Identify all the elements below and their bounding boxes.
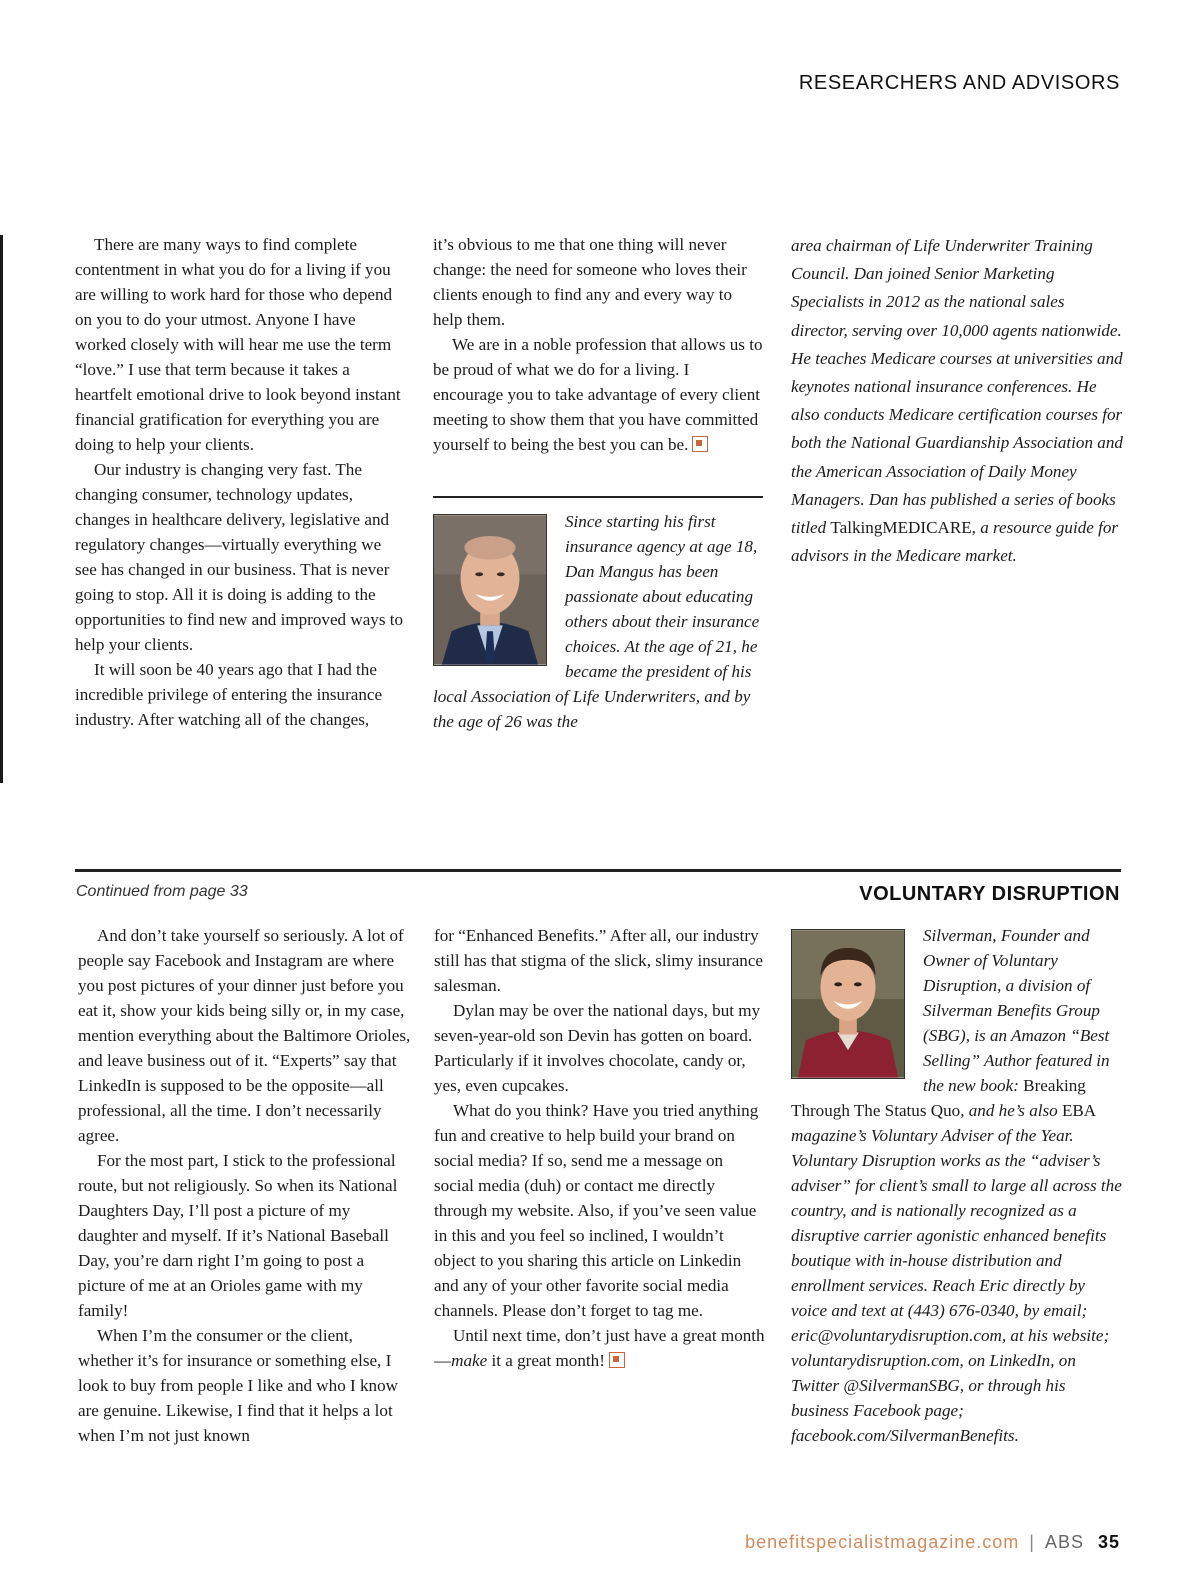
end-mark-icon [692, 436, 708, 452]
paragraph: And don’t take yourself so seriously. A lot of people say Facebook and Instagram are where you post pictures of your dinner just before you eat it, show your kids being silly or, in my case, mention everything about the Baltimore Orioles, and leave business out of it. “Experts” say that LinkedIn is supposed to be the opposite—all professional, all the time. I don’t necessarily agree. [78, 926, 411, 1145]
closing-text: it a great month! [487, 1351, 605, 1370]
paragraph [433, 332, 763, 457]
paragraph: It will soon be 40 years ago that I had the incredible privilege of entering the insurance industry. After watching all of the changes, [75, 660, 383, 729]
paragraph: There are many ways to find complete contentment in what you do for a living if you are willing to work hard for those who depend on you to do your utmost. Anyone I have worked closely with will hear me use the term “love.” I use that term because it takes a heartfelt emotional drive to look beyond instant financial gratification for everything you are doing to help your clients. [75, 235, 401, 454]
paragraph: For the most part, I stick to the professional route, but not religiously. So when its National Daughters Day, I’ll post a picture of my daughter and myself. If it’s National Baseball Day, you’re darn right I’m going to post a picture of me at an Orioles game with my family! [78, 1151, 398, 1320]
section-header: RESEARCHERS AND ADVISORS [798, 72, 1120, 94]
magazine-name: EBA [1061, 1101, 1097, 1120]
author-bio-continued [791, 232, 1123, 570]
author-bio-dan-mangus [433, 509, 763, 734]
bio-text: , a resource guide for advisors in the Medicare market. [791, 518, 1119, 566]
closing-text: Until next time, don’t just have a great month— [434, 1326, 765, 1370]
author-photo [791, 929, 905, 1079]
author-photo [433, 514, 547, 666]
end-mark-icon [609, 1352, 625, 1368]
closing-paragraph [434, 1323, 767, 1373]
bio-divider [433, 496, 763, 498]
section-divider [75, 869, 1121, 872]
bio-text: , and he’s also [960, 1101, 1062, 1120]
bio-text: Silverman, Founder and Owner of Voluntary Disruption, a division of Silverman Benefits Group (SBG), is an Amazon “Best Selling” Author featured in the new book: [923, 926, 1110, 1095]
paragraph: it’s obvious to me that one thing will never change: the need for someone who loves their clients enough to find any and every way to help them. [433, 235, 747, 329]
footer-magazine: ABS [1044, 1532, 1084, 1552]
paragraph: Our industry is changing very fast. The changing consumer, technology updates, changes in healthcare delivery, legislative and regulatory changes—virtually everything we see has changed in our business. That is never going to stop. All it is doing is adding to the opportunities to find new and improved ways to help your clients. [75, 460, 404, 654]
author-bio-eric-silverman [791, 923, 1125, 1448]
continued-note: Continued from page 33 [76, 883, 248, 900]
bio-text: magazine’s Voluntary Adviser of the Year. Voluntary Disruption works as the “adviser’s adviser” for client’s small to large all across the country, and is nationally recognized as a disruptive carrier agonistic enhanced benefits boutique with in-house distribution and enrollment services. Reach Eric directly by voice and text at (443) 676-0340, by email; eric@voluntarydisruption.com, at his website; voluntarydisruption.com, on LinkedIn, on Twitter @SilvermanSBG, or through his business Facebook page; facebook.com/SilvermanBenefits. [791, 1126, 1122, 1445]
paragraph-text: We are in a noble profession that allows us to be proud of what we do for a living. I encourage you to take advantage of every client meeting to show them that you have committed yourself to being the best you can be. [433, 335, 763, 454]
paragraph: Dylan may be over the national days, but my seven-year-old son Devin has gotten on board. Particularly if it involves chocolate, candy or, yes, even cupcakes. [434, 1001, 761, 1095]
paragraph: When I’m the consumer or the client, whether it’s for insurance or something else, I look to buy from people I like and who I know are genuine. Likewise, I find that it helps a lot when I’m not just known [78, 1326, 398, 1445]
bio-text: area chairman of Life Underwriter Training Council. Dan joined Senior Marketing Specialists in 2012 as the national sales director, serving over 10,000 agents nationwide. He teaches Medicare courses at universities and keynotes national insurance conferences. He also conducts Medicare certification courses for both the National Guardianship Association and the American Association of Daily Money Managers. Dan has published a series of books titled [791, 236, 1123, 538]
article1-column-2 [433, 232, 763, 457]
bio-text: Since starting his first insurance agency at age 18, Dan Mangus has been passionate about educating others about their insurance choices. At the age of 21, he became the president of his local Association of Life Underwriters, and by the age of 26 was the [433, 512, 760, 731]
page-footer [745, 1532, 1120, 1553]
book-title: Breaking Through The Status Quo [791, 1076, 1086, 1120]
section-title: VOLUNTARY DISRUPTION [859, 883, 1120, 905]
article2-column-2 [434, 923, 767, 1373]
footer-separator: | [1029, 1532, 1035, 1552]
article2-column-1 [78, 923, 412, 1448]
book-title: TalkingMEDICARE [830, 518, 972, 538]
left-margin-bar [0, 235, 3, 783]
paragraph: What do you think? Have you tried anything fun and creative to help build your brand on social media? If so, send me a message on social media (duh) or contact me directly through my website. Also, if you’ve seen value in this and you feel so inclined, I wouldn’t object to you sharing this article on Linkedin and any of your other favorite social media channels. Please don’t forget to tag me. [434, 1101, 759, 1320]
paragraph: for “Enhanced Benefits.” After all, our industry still has that stigma of the slick, slimy insurance salesman. [434, 926, 764, 995]
closing-emphasis: make [451, 1351, 488, 1370]
article1-column-1 [75, 232, 405, 732]
footer-url[interactable]: benefitspecialistmagazine.com [745, 1532, 1020, 1552]
page-number: 35 [1097, 1532, 1120, 1552]
